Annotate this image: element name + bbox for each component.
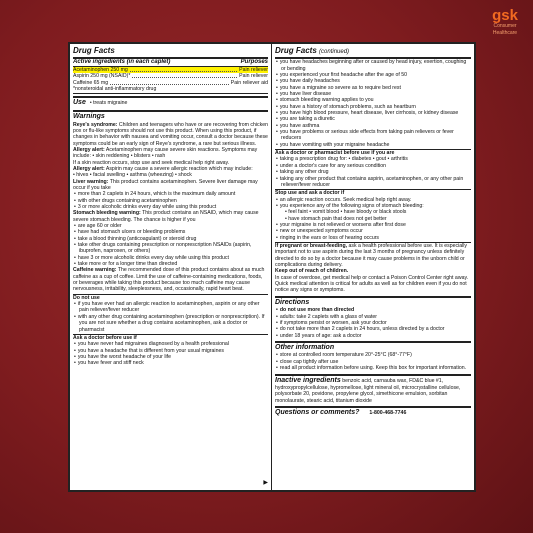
overdose-text: In case of overdose, get medical help or contact a Poison Control Center right away. Quick medical attention is critical for adults as well as for children even if you do not notice any signs or symptoms. bbox=[275, 274, 469, 294]
ask-doctor-continued-list bbox=[275, 59, 471, 148]
logo-mark: gsk bbox=[492, 7, 518, 24]
reye-warning: Reye's syndrome: Children and teenagers who have or are recovering from chicken pox or flu-like symptoms should not use this product. When using this product, if changes in behavior with nausea and vomiting occur, consult a doctor because these symptoms could be an early sign of Reye's syndrome, a rare but serious illness. bbox=[73, 121, 269, 147]
list-item: • more than 2 caplets in 24 hours, which is the maximum daily amount bbox=[79, 191, 268, 197]
list-item: • read all product information before using. Keep this box for important information. bbox=[281, 365, 471, 371]
list-item: • close cap tightly after use bbox=[281, 359, 471, 365]
ingredient-purpose: Pain reliever bbox=[239, 73, 268, 80]
stomach-warning-list bbox=[73, 223, 268, 267]
list-item: • stomach bleeding warning applies to you bbox=[281, 97, 471, 103]
keep-out-of-reach-heading: Keep out of reach of children. bbox=[275, 268, 349, 275]
list-item: • new or unexpected symptoms occur bbox=[281, 228, 471, 234]
list-item: • you have a history of stomach problems, such as heartburn bbox=[281, 104, 471, 110]
list-item: • take a blood thinning (anticoagulant) or steroid drug bbox=[79, 236, 268, 242]
drug-facts-title: Drug Facts bbox=[73, 46, 268, 59]
warnings-heading: Warnings bbox=[73, 110, 268, 122]
questions-heading: Questions or comments? bbox=[275, 409, 360, 417]
list-item: • you experienced your first headache after the age of 50 bbox=[281, 72, 471, 78]
allergy-alert-list: • hives • facial swelling • asthma (wheezing) • shock bbox=[73, 172, 192, 179]
list-item: • store at controlled room temperature 20°-25°C (68°-77°F) bbox=[281, 352, 471, 358]
left-column bbox=[70, 44, 272, 490]
list-item: • you have a headache that is different from your usual migraines bbox=[79, 348, 268, 354]
list-item: • you experience any of the following signs of stomach bleeding: bbox=[281, 203, 471, 209]
ask-pharmacist-heading: Ask a doctor or pharmacist before use if you are bbox=[275, 149, 471, 156]
list-item: • you are taking a diuretic bbox=[281, 116, 471, 122]
list-item: • have 3 or more alcoholic drinks every day while using this product bbox=[79, 255, 268, 261]
logo-sub2: Healthcare bbox=[492, 29, 518, 36]
questions-phone: 1-800-468-7746 bbox=[369, 410, 407, 417]
directions-heading: Directions bbox=[275, 296, 471, 308]
drug-facts-continued-title: Drug Facts (continued) bbox=[275, 46, 471, 59]
inactive-ingredients: Inactive ingredients benzoic acid, carnauba wax, FD&C blue #1, hydroxypropylcellulose, hypromellose, light mineral oil, microcrystalline cellulose, polysorbate 20, povidone, propylene glycol, simethicone emulsion, sorbitan monolaurate, stearic acid, titanium dioxide bbox=[275, 374, 471, 405]
list-item: • are age 60 or older bbox=[79, 223, 268, 229]
list-item: • if symptoms persist or worsen, ask your doctor bbox=[281, 320, 471, 326]
ingredient-name: Caffeine 65 mg bbox=[73, 79, 109, 86]
list-item: • ringing in the ears or loss of hearing occurs bbox=[281, 235, 471, 241]
list-item: • take other drugs containing prescription or nonprescription NSAIDs (aspirin, ibuprofen, naproxen, or others) bbox=[79, 242, 268, 255]
list-item: • you have headaches beginning after or caused by head injury, exertion, coughing or bending bbox=[281, 59, 471, 72]
list-item: • taking any other drug bbox=[281, 169, 471, 175]
list-item: • have had stomach ulcers or bleeding problems bbox=[79, 229, 268, 235]
list-item: • your migraine is not relieved or worsens after first dose bbox=[281, 222, 471, 228]
ingredient-purpose: Pain reliever bbox=[239, 67, 268, 74]
list-item: • if you have ever had an allergic reaction to acetaminophen, aspirin or any other pain reliever/fever reducer bbox=[79, 301, 268, 314]
list-item: • take more or for a longer time than directed bbox=[79, 261, 268, 267]
list-item: • you have fever and stiff neck bbox=[79, 360, 268, 366]
stop-use-list-more bbox=[275, 222, 471, 241]
pregnancy-warning: If pregnant or breast-feeding, ask a health professional before use. It is especially important not to use aspirin during the last 3 months of pregnancy unless definitely directed to do so by a doctor because it may cause problems in the unborn child or complications during delivery. bbox=[275, 242, 471, 268]
continue-arrow-icon: ▶ bbox=[263, 479, 268, 486]
list-item: • you have daily headaches bbox=[281, 78, 471, 84]
stomach-bleeding-warning: Stomach bleeding warning: This product contains an NSAID, which may cause severe stomach bleeding. The chance is higher if you bbox=[73, 210, 259, 223]
stop-use-signs-1: • feel faint • vomit blood • have bloody or black stools bbox=[285, 209, 407, 216]
stop-use-heading: Stop use and ask a doctor if bbox=[275, 189, 471, 196]
logo-sub1: Consumer bbox=[493, 23, 517, 29]
directions-list bbox=[275, 307, 471, 339]
list-item: • taking any other product that contains aspirin, acetaminophen, or any other pain reliever/fever reducer bbox=[281, 176, 471, 189]
list-item: • do not use more than directed bbox=[281, 307, 471, 313]
ingredient-name: Acetaminophen 250 mg bbox=[73, 67, 128, 74]
list-item: • under a doctor's care for any serious condition bbox=[281, 163, 471, 169]
active-ingredients-header bbox=[73, 59, 268, 67]
other-information-heading: Other information bbox=[275, 341, 471, 353]
use-section bbox=[73, 96, 268, 108]
ingredient-purpose: Pain reliever aid bbox=[230, 79, 268, 86]
stop-use-list bbox=[275, 197, 471, 210]
list-item: • you have the worst headache of your life bbox=[79, 354, 268, 360]
list-item: • you have never had migraines diagnosed by a health professional bbox=[79, 341, 268, 347]
questions-section bbox=[275, 406, 471, 418]
use-heading: Use bbox=[73, 99, 86, 107]
list-item: • taking a prescription drug for: • diabetes • gout • arthritis bbox=[281, 156, 471, 162]
caffeine-warning: Caffeine warning: The recommended dose of this product contains about as much caffeine as a cup of coffee. Limit the use of caffeine-containing medications, foods, or beverages while taking this product because too much caffeine may cause nervousness, irritability, sleeplessness, and, occasionally, rapid heart beat. bbox=[73, 267, 265, 293]
list-item: • with other drugs containing acetaminophen bbox=[79, 198, 268, 204]
list-item: • you have vomiting with your migraine headache bbox=[281, 142, 471, 148]
right-column bbox=[272, 44, 474, 490]
do-not-use-heading: Do not use bbox=[73, 294, 268, 301]
gsk-logo bbox=[482, 8, 528, 36]
liver-warning: Liver warning: This product contains acetaminophen. Severe liver damage may occur if you take bbox=[73, 178, 258, 191]
list-item: • you have high blood pressure, heart disease, liver cirrhosis, or kidney disease bbox=[281, 110, 471, 116]
allergy-alert-after: If a skin reaction occurs, stop use and seek medical help right away. bbox=[73, 159, 230, 166]
list-item: • you have a migraine so severe as to require bed rest bbox=[281, 85, 471, 91]
list-item: • you have asthma bbox=[281, 123, 471, 129]
liver-warning-list bbox=[73, 191, 268, 210]
nsaid-footnote: *nonsteroidal anti-inflammatory drug bbox=[73, 86, 268, 94]
purposes-label: Purposes bbox=[240, 58, 268, 65]
list-item: • adults: take 2 caplets with a glass of water bbox=[281, 314, 471, 320]
ingredient-name: Aspirin 250 mg (NSAID)* bbox=[73, 73, 131, 80]
ask-doctor-heading: Ask a doctor before use if bbox=[73, 334, 268, 341]
active-ingredients-label: Active ingredients (in each caplet) bbox=[73, 58, 171, 65]
use-text: • treats migraine bbox=[89, 100, 128, 107]
list-item: • an allergic reaction occurs. Seek medical help right away. bbox=[281, 197, 471, 203]
ask-doctor-list bbox=[73, 341, 268, 366]
list-item: • do not take more than 2 caplets in 24 hours, unless directed by a doctor bbox=[281, 326, 471, 332]
list-item: • you have problems or serious side effects from taking pain relievers or fever reducers bbox=[281, 129, 471, 142]
allergy-alert-acetaminophen: Allergy alert: Acetaminophen may cause severe skin reactions. Symptoms may include: • skin reddening • blisters • rash bbox=[73, 146, 258, 160]
allergy-alert-aspirin: Allergy alert: Aspirin may cause a severe allergic reaction which may include: bbox=[73, 165, 253, 172]
list-item: • under 18 years of age: ask a doctor bbox=[281, 333, 471, 339]
list-item: • 3 or more alcoholic drinks every day while using this product bbox=[79, 204, 268, 210]
other-information-list bbox=[275, 352, 471, 371]
do-not-use-list bbox=[73, 301, 268, 333]
list-item: • with any other drug containing acetaminophen (prescription or nonprescription). If you are not sure whether a drug contains acetaminophen, ask a doctor or pharmacist bbox=[79, 314, 268, 333]
stop-use-signs-2: • have stomach pain that does not get better bbox=[285, 215, 387, 222]
drug-facts-panel bbox=[68, 42, 476, 492]
ask-pharmacist-list bbox=[275, 156, 471, 188]
list-item: • you have liver disease bbox=[281, 91, 471, 97]
